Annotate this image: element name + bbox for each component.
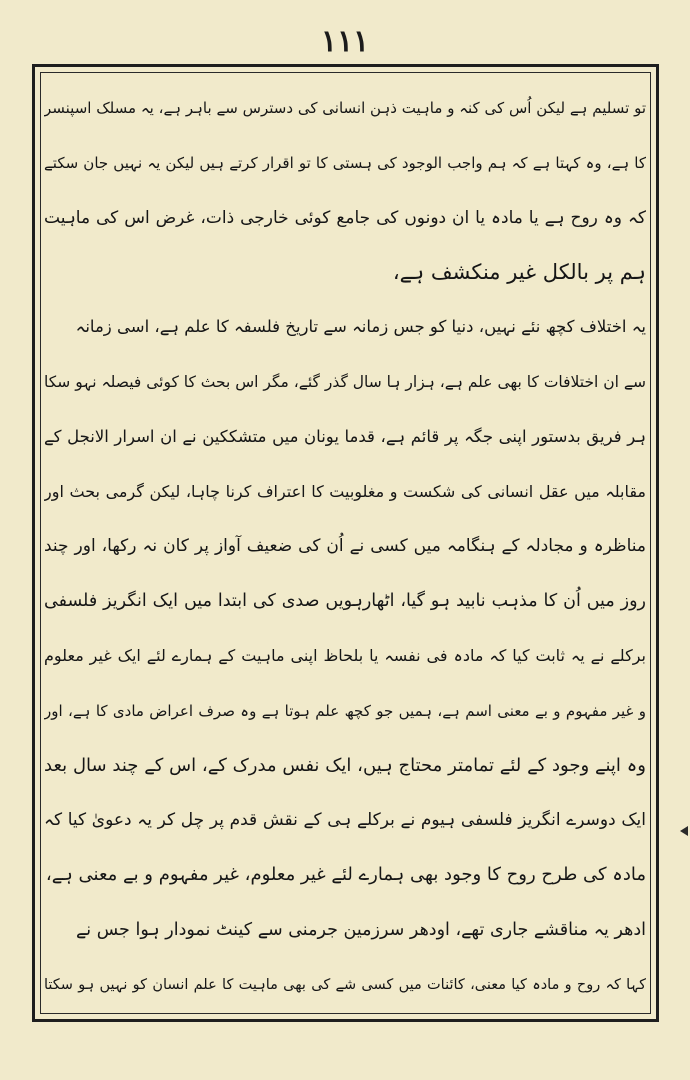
text-line: ہر فریق بدستور اپنی جگہ پر قائم ہے، قدما یونان میں متشککین نے ان اسرار الانجل کے: [44, 426, 646, 446]
text-line: سے ان اختلافات کا بھی علم ہے، ہزار ہا سال گذر گئے، مگر اس بحث کا کوئی فیصلہ نہو سکا: [44, 373, 646, 391]
urdu-text-block: [44, 76, 646, 1012]
page-number: ۱۱۱: [320, 24, 370, 59]
text-line: یہ اختلاف کچھ نئے نہیں، دنیا کو جس زمانہ سے تاریخ فلسفہ کا علم ہے، اسی زمانہ: [76, 317, 646, 337]
text-line: برکلے نے یہ ثابت کیا کہ مادہ فی نفسہ یا بلحاظ اپنی ماہیت کے ہمارے لئے ایک غیر معلوم: [44, 646, 646, 665]
text-line: تو تسلیم ہے لیکن اُس کی کنہ و ماہیت ذہن انسانی کی دسترس سے باہر ہے، یہ مسلک اسپنسر: [44, 99, 646, 117]
text-line: مناظرہ و مجادلہ کے ہنگامہ میں کسی نے اُن کی ضعیف آواز پر کان نہ رکھا، اور چند: [44, 536, 646, 557]
text-line: کا ہے، وہ کہتا ہے کہ ہم واجب الوجود کی ہستی کا تو اقرار کرتے ہیں لیکن یہ نہیں جان سکتے: [44, 153, 646, 172]
text-line: روز میں اُن کا مذہب نابید ہو گیا، اٹھارہویں صدی کی ابتدا میں ایک انگریز فلسفی: [44, 591, 646, 612]
text-line: ایک دوسرے انگریز فلسفی ہیوم نے برکلے ہی کے نقش قدم پر چل کر یہ دعویٰ کیا کہ: [44, 810, 646, 831]
text-line: مادہ کی طرح روح کا وجود بھی ہمارے لئے غیر معلوم، غیر مفہوم و بے معنی ہے،: [45, 864, 646, 886]
text-line: ہم پر بالکل غیر منکشف ہے،: [392, 260, 646, 285]
text-line: مقابلہ میں عقل انسانی کی شکست و مغلوبیت کا اعتراف کرنا چاہا، لیکن گرمی بحث اور: [44, 481, 646, 501]
text-line: و غیر مفہوم و بے معنی اسم ہے، ہمیں جو کچھ علم ہوتا ہے وہ صرف اعراض مادی کا ہے، اور: [44, 701, 646, 720]
text-line: وہ اپنے وجود کے لئے تمامتر محتاج ہیں، ایک نفس مدرک کے، اس کے چند سال بعد: [44, 754, 646, 776]
page-edge-mark: [680, 826, 688, 836]
text-line: کہا کہ روح و مادہ کیا معنی، کائنات میں کسی شے کی بھی ماہیت کا علم انسان کو نہیں ہو سکتا: [44, 976, 646, 993]
text-line: کہ وہ روح ہے یا مادہ یا ان دونوں کی جامع کوئی خارجی ذات، غرض اس کی ماہیت: [44, 207, 646, 228]
text-line: ادھر یہ مناقشے جاری تھے، اودھر سرزمین جرمنی سے کینٹ نمودار ہوا جس نے: [76, 920, 646, 940]
